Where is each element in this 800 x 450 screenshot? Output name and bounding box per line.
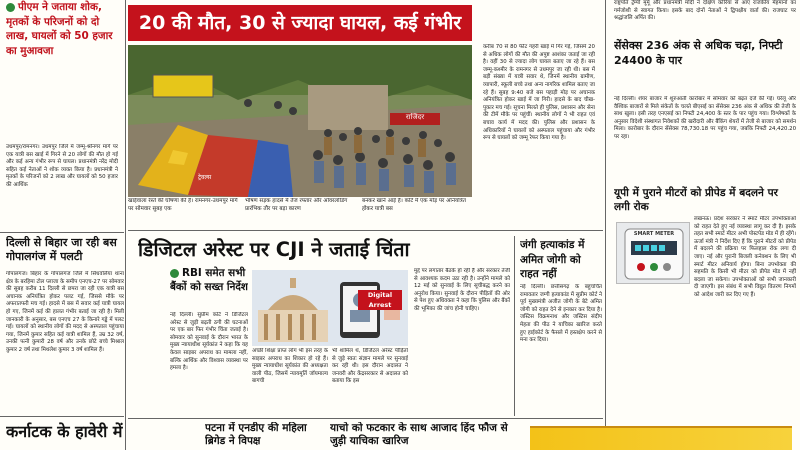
meter-label: SMART METER [633,231,675,237]
photo-caption-2: भीषण सड़क हादसे में तेज रफ्तार और ओवरलोडिंग प्रारंभिक तौर पर बड़ा कारण [245,198,348,212]
story2-headline: दिल्ली से बिहार जा रही बस गोपालगंज में पलटी [6,236,117,263]
bullet-icon [6,3,15,12]
teaser-body: उधमपुर/रामनगर। उधमपुर जिले में जम्मू-श्रीनगर मार्ग पर एक यात्री बस खाई में गिरने से 20 लोगों की मौत हो गई और कई अन्य गंभीर रूप से घायल। प्रधानमंत्री नरेंद्र मोदी सहित कई नेताओं ने शोक व्यक्त किया है। प्रधानमंत्री ने मृतकों के परिजनों को 2 लाख और घायलों को 50 हजार की आर्थिक [6,144,118,188]
photo-sign-label: राजिंदर [390,113,440,125]
story3-headline: कर्नाटक के हावेरी में [6,422,123,441]
cji-headline: डिजिटल अरेस्ट पर CJI ने जताई चिंता [138,238,410,261]
cji-subhead: RBI समेत सभी बैंकों को सख्त निर्देश [170,267,248,294]
right-top-text: राष्ट्रपति ट्रॅम्पी मूर्मू और प्रधानमंत्री मोदी ने दक्षिण कोरिया से आए राजकीय मेहमानों का गर्मजोशी से स्वागत किया। इसके बाद दोनों नेताओं ने द्विपक्षीय वार्ता की। राजघाट पर श्रद्धांजलि अर्पित की। [614,0,796,22]
story2-body: गोपालगंज। बिहार के गोपालगंज जिले में सिधवलिया थाना क्षेत्र के बरहिमा टोल प्लाजा के समीप एनएच-27 पर सोमवार की सुबह करीब 11 दिल्ली से छपरा जा रही एक यात्री बस अचानक अनियंत्रित होकर पलट गई, जिससे मौके पर अफरातफरी मच गई। हादसे में बस में सवार कई यात्री घायल हो गए, जिनमें कई की हालत गंभीर बताई जा रही है। मिली जानकारी के अनुसार, बस एनएच 27 के किनारे गड्ढे में पलट गई। घायलों को स्थानीय लोगों की मदद से अस्पताल पहुंचाया गया, जिनमें कुमार सहित कई यात्री शामिल हैं, उम्र 32 वर्ष, उनकी पत्नी कुमारी 28 वर्ष और उनके छोटे बच्चे मिश्राल कुमार 2 वर्ष तथा मिथलेश कुमार 3 वर्ष शामिल हैं। [6,271,124,353]
jogi-headline: जंगी हत्याकांड में अमित जोगी को राहत नहीं [520,239,585,281]
cji-subhead-box [170,266,248,310]
banner: 20 की मौत, 30 से ज्यादा घायल, कई गंभीर [128,5,472,41]
accident-photo [128,45,472,197]
jogi-body: नई दिल्ली। छत्तीसगढ़ के बहुचर्चित रामावतार जग्गी हत्याकांड में सुप्रीम कोर्ट ने पूर्व मुख्यमंत्री अजीत जोगी के बेटे अमित जोगी को राहत देने से इनकार कर दिया है। जस्टिस विक्रमनाथ और जस्टिस संदीप मेहता की पीठ ने याचिका खारिज करते हुए हाईकोर्ट के फैसले में हस्तक्षेप करने से मना कर दिया। [520,284,602,344]
market-headline: सेंसेक्स 236 अंक से अधिक चढ़ा, निफ्टी 24400 के पार [614,39,783,67]
teaser-headline: पीएम ने जताया शोक, मृतकों के परिजनों को दो लाख, घायलों को 50 हजार का मुआवजा [6,1,113,57]
cji-col-1: नई दिल्ली। सुप्रीम कोर्ट ने डिजिटल अरेस्ट से जुड़ी बढ़ती ठगी की घटनाओं पर एक बार फिर गंभीर चिंता जताई है। सोमवार को सुनवाई के दौरान भारत के मुख्य न्यायाधीश सूर्यकांत ने कहा कि यह केवल साइबर अपराध का मामला नहीं, बल्कि आर्थिक और विश्वास व्यवस्था पर हमला है। [170,312,248,372]
photo-caption-3: बनकर खाने आई हैं। कोर्ट में एक मोड़ पर अनियंत्रित होकर यात्री बस [362,198,466,212]
digital-arrest-label: Digital Arrest [358,290,402,310]
photo-caption-1: खाईवाला रेस्ते की घोषणा की है। रामनगर-उधमपुर मार्ग पर सोमवार सुबह एक [128,198,238,212]
cji-col-4: मुद्दे पर लगातार बैठकें हो रही हैं और सरकार तेजी से आवश्यक कदम उठा रही है। उन्होंने मामले को 12 मई को सुनवाई के लिए सूचीबद्ध करने का अनुरोध किया। सुनवाई के दौरान पीड़ितों की ओर से पेश हुए अधिवक्ता ने कहा कि पुलिस और बैंकों की भूमिका की जांच होनी चाहिए। [414,268,510,312]
cji-col-2: अच्छी शिक्षा प्राप्त लोग भी इस तरह के साइबर अपराध का शिकार हो रहे हैं। मुख्य न्यायाधीश सूर्यकांत की अध्यक्षता वाली पीठ, जिसमें न्यायमूर्ति जॉयमाल्य बागची [252,348,328,385]
advertisement [530,426,792,450]
digital-arrest-graphic [252,270,408,346]
photo-bus-label: ट्रेवल्स [198,174,212,181]
bottom-story-2: याचो को फटकार के साथ आजाद हिंद फौज से जुड़ी याचिका खारिज [330,422,508,447]
market-body: नई दिल्ली। शेयर बाजार में शुरुआती कारोबार में सोमवार को बढ़त दर्ज की गई। घरेलू और वैश्विक बाजारों से मिले संकेतों के चलते बीएसई का सेंसेक्स 236 अंक से अधिक की तेजी के साथ खुला। इसी तरह एनएसई का निफ्टी 24,400 के स्तर के पार पहुंच गया। विश्लेषकों के अनुसार विदेशी संस्थागत निवेशकों की खरीदारी और बैंकिंग शेयरों में तेजी से बाजार को समर्थन मिला। कारोबार के दौरान सेंसेक्स 78,730.18 पर पहुंच गया, जबकि निफ्टी 24,420.20 पर रहा। [614,96,796,140]
meter-headline: यूपी में पुराने मीटरों को प्रीपेड में बदलने पर लगी रोक [614,187,778,214]
bullet-icon [170,269,179,278]
smart-meter-image [616,222,690,284]
cji-col-3: भी शामिल थे, डिजिटल अरेस्ट पीड़ितों से जुड़े स्वतः संज्ञान मामले पर सुनवाई कर रही थी। इस दौरान अदालत ने जनवरी और केंद्रसरकार से अदालत को बताया कि इस [332,348,408,385]
teaser-box [6,0,118,142]
main-story-column: करीब 70 से 80 फीट गहरी खाई में गिर गई, जिसमें 20 से अधिक लोगों की मौत की अपुष्ट आशंका जताई जा रही है। वहीं 30 से ज्यादा लोग घायल बताए जा रहे हैं। बस जम्मू-कश्मीर के रामनगर से उधमपुर जा रही थी। बस में बड़ी संख्या में यात्री सवार थे, जिनमें स्थानीय ग्रामीण, व्यापारी, स्कूली बच्चे तथा अन्य नागरिक शामिल बताए जा रहे हैं। सुबह 9:40 बजे बस पहाड़ी मोड़ पर अचानक अनियंत्रित होकर खाई में जा गिरी। हादसे के बाद चीख-पुकार मच गई। सूचना मिलते ही पुलिस, प्रशासन और सेना की टीमें मौके पर पहुंचीं। स्थानीय लोगों ने भी राहत एवं बचाव कार्य में मदद की। पुलिस और प्रशासन के अधिकारियों ने घायलों को अस्पताल पहुंचाया और गंभीर रूप से घायलों को जम्मू रेफर किया गया है। [483,44,595,142]
meter-body: लखनऊ। प्रदेश सरकार ने स्मार्ट मीटर उपभोक्ताओं को राहत देते हुए नई व्यवस्था लागू कर दी है। इसके तहत सभी स्मार्ट मीटर अभी पोस्टपेड मोड में ही रहेंगे। ऊर्जा मंत्री ने निर्देश दिए हैं कि पुराने मीटरों को प्रीपेड में बदलने की प्रक्रिया पर फिलहाल रोक लगा दी जाए। नई और पुरानी बिजली कनेक्शन के लिए भी स्मार्ट मीटर अनिवार्य होगा। बिना उपभोक्ता की सहमति के किसी भी मीटर को प्रीपेड मोड में नहीं बदला जा सकेगा। उपभोक्ताओं को सभी जानकारी दी जाएगी। इस संबंध में सभी विद्युत वितरण निगमों को आदेश जारी कर दिए गए हैं। [694,216,796,298]
bottom-story-1: पटना में एनडीए की महिला ब्रिगेड ने विपक्ष [205,422,307,447]
